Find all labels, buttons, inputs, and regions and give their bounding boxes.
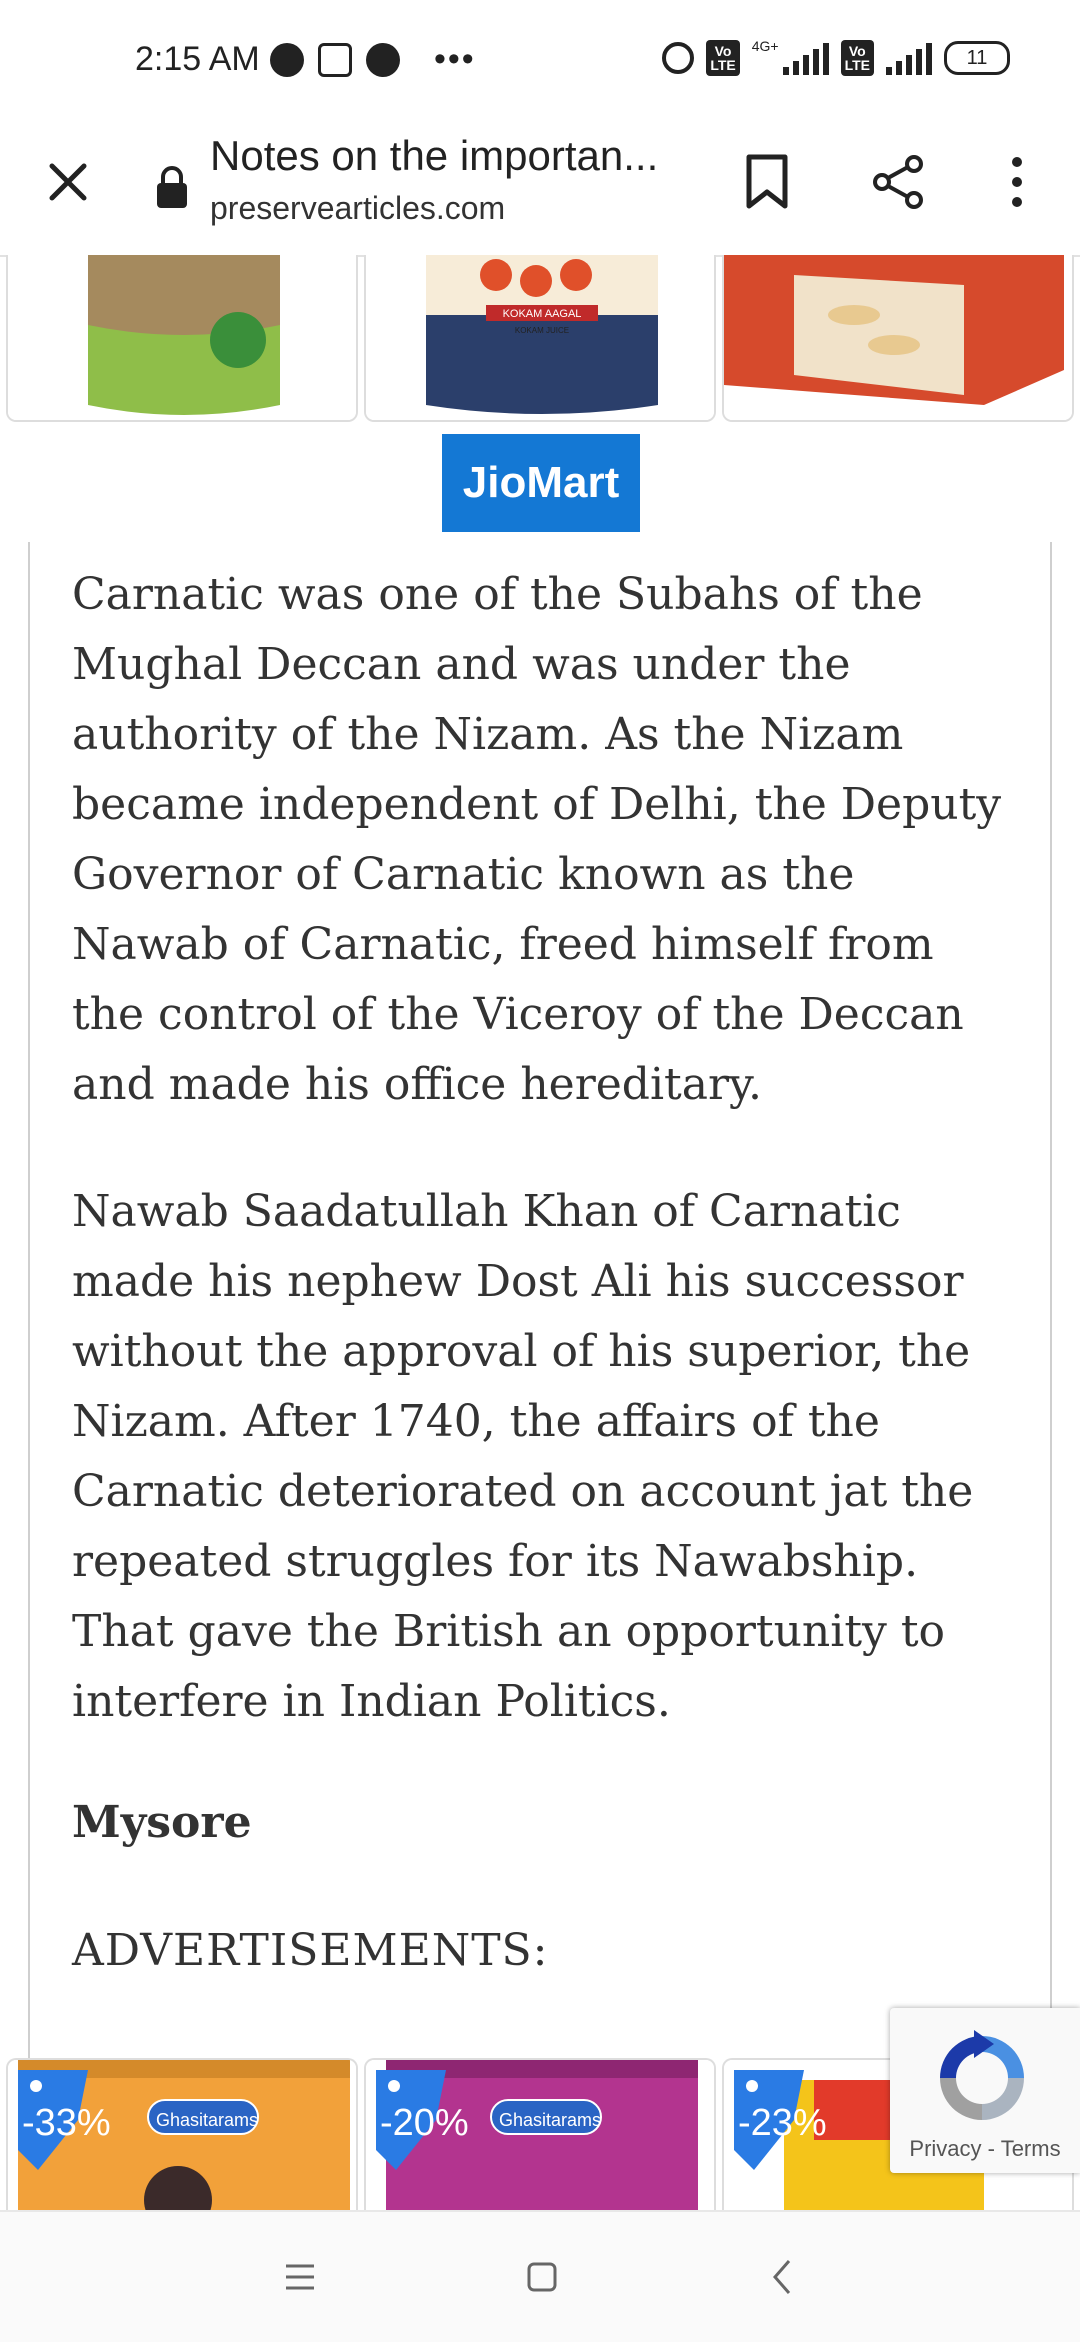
advertisements-label: ADVERTISEMENTS: — [72, 1925, 549, 1976]
terms-link[interactable]: Terms — [1000, 2136, 1061, 2161]
browser-toolbar — [0, 120, 1080, 257]
chrome-icon — [270, 43, 304, 77]
home-button[interactable] — [512, 2252, 572, 2302]
alarm-icon — [662, 42, 694, 74]
article-paragraph: Carnatic was one of the Subahs of the Mughal Deccan and was under the authority of the Nizam. As the Nizam became independent of Delhi, the Deputy Governor of Carnatic known as the Nawab of Carnatic, freed himself from the control of the Viceroy of the Deccan and made his office hereditary. — [72, 569, 1002, 1110]
recaptcha-icon — [932, 2028, 1032, 2128]
discount-badge: -20% — [380, 2102, 469, 2144]
bookmark-button[interactable] — [735, 150, 799, 214]
notification-app-icon — [318, 43, 352, 77]
close-button[interactable] — [38, 152, 98, 212]
ad-card-bottom-2[interactable] — [364, 2058, 716, 2218]
more-options-button[interactable] — [985, 150, 1049, 214]
recaptcha-badge[interactable] — [890, 2008, 1080, 2173]
jiomart-logo[interactable]: JioMart — [442, 434, 640, 532]
back-button[interactable] — [752, 2252, 812, 2302]
ad-card-2[interactable] — [364, 255, 716, 422]
signal-icon — [783, 41, 829, 75]
lock-icon — [154, 164, 190, 210]
section-heading: Mysore — [72, 1797, 252, 1848]
status-time: 2:15 AM — [135, 40, 260, 78]
brand-label: Ghasitarams — [156, 2110, 259, 2130]
more-vertical-icon — [1007, 154, 1027, 210]
menu-icon — [283, 2262, 317, 2292]
volte-icon-2: Vo LTE — [841, 40, 874, 76]
more-notifications-icon: ••• — [434, 40, 476, 78]
volte-icon: Vo LTE — [706, 40, 739, 76]
thermometer-icon — [366, 43, 400, 77]
product-image — [8, 255, 358, 422]
page-title: Notes on the importan... — [210, 132, 659, 179]
back-chevron-icon — [767, 2257, 797, 2297]
product-image — [724, 255, 1074, 422]
ad-product-name: KOKAM AAGAL — [502, 308, 582, 320]
system-navigation-bar — [0, 2210, 1080, 2342]
status-icons-left — [270, 40, 476, 79]
discount-badge: -33% — [22, 2102, 111, 2144]
bookmark-icon — [744, 154, 790, 210]
discount-badge: -23% — [738, 2102, 827, 2144]
privacy-link[interactable]: Privacy — [909, 2136, 982, 2161]
ad-card-3[interactable] — [722, 255, 1074, 422]
product-image — [366, 255, 716, 422]
share-button[interactable] — [866, 150, 930, 214]
home-square-icon — [525, 2260, 559, 2294]
ad-card-bottom-1[interactable] — [6, 2058, 358, 2218]
battery-icon: 11 — [944, 41, 1010, 75]
signal-icon-2 — [886, 41, 932, 75]
share-icon — [870, 154, 926, 210]
status-bar — [0, 0, 1080, 120]
recaptcha-links — [890, 2136, 1080, 2162]
network-type: 4G+ — [751, 38, 779, 54]
close-icon — [46, 160, 90, 204]
ad-card-1[interactable] — [6, 255, 358, 422]
article-paragraph: Nawab Saadatullah Khan of Carnatic made his nephew Dost Ali his successor without the approval of his superior, the Nizam. After 1740, the affairs of the Carnatic deteriorated on account jat the repeated struggles for its Nawabship. That gave the British an opportunity to interfere in Indian Politics. — [72, 1186, 974, 1727]
brand-label: Ghasitarams — [499, 2110, 602, 2130]
status-icons-right — [662, 40, 1010, 76]
top-ad-row — [0, 255, 1080, 422]
ad-product-sub: KOKAM JUICE — [514, 326, 570, 335]
link-separator: - — [981, 2136, 1001, 2161]
page-domain: preservearticles.com — [210, 190, 506, 226]
recents-button[interactable] — [270, 2252, 330, 2302]
